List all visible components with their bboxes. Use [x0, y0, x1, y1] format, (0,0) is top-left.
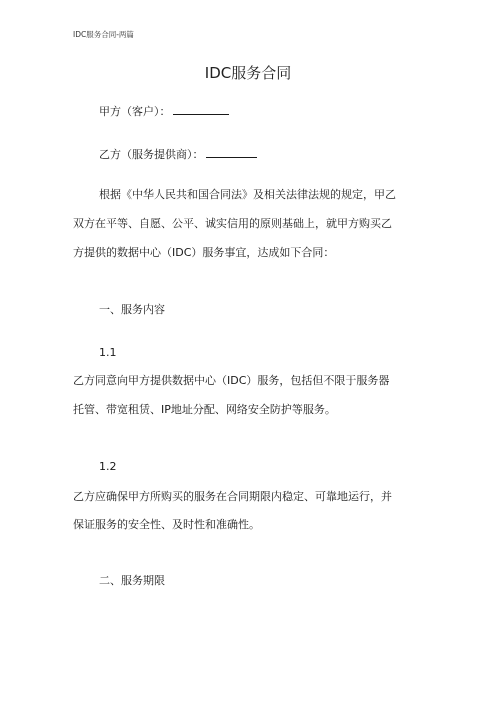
clause-1-1-line-1: 乙方同意向甲方提供数据中心（IDC）服务，包括但不限于服务器 — [73, 374, 390, 387]
party-b-line — [99, 146, 257, 161]
intro-line-1: 根据《中华人民共和国合同法》及相关法律法规的规定，甲乙 — [99, 188, 396, 201]
party-b-blank[interactable] — [206, 146, 257, 158]
party-b-label: 乙方（服务提供商）： — [99, 148, 204, 161]
running-header: IDC服务合同-两篇 — [73, 30, 134, 39]
clause-1-1-number: 1.1 — [99, 346, 117, 359]
party-a-line — [99, 103, 229, 118]
party-a-blank[interactable] — [173, 103, 229, 115]
section-2-heading: 二、服务期限 — [99, 574, 165, 587]
clause-1-2-line-2: 保证服务的安全性、及时性和准确性。 — [73, 518, 260, 531]
intro-line-2: 双方在平等、自愿、公平、诚实信用的原则基础上，就甲方购买乙 — [73, 217, 392, 230]
section-1-heading: 一、服务内容 — [99, 303, 165, 316]
clause-1-2-number: 1.2 — [99, 460, 117, 473]
document-title: IDC服务合同 — [204, 64, 292, 82]
intro-line-3: 方提供的数据中心（IDC）服务事宜，达成如下合同： — [73, 246, 335, 259]
clause-1-1-line-2: 托管、带宽租赁、IP地址分配、网络安全防护等服务。 — [73, 403, 336, 416]
clause-1-2-line-1: 乙方应确保甲方所购买的服务在合同期限内稳定、可靠地运行，并 — [73, 490, 392, 503]
party-a-label: 甲方（客户）： — [99, 105, 171, 118]
